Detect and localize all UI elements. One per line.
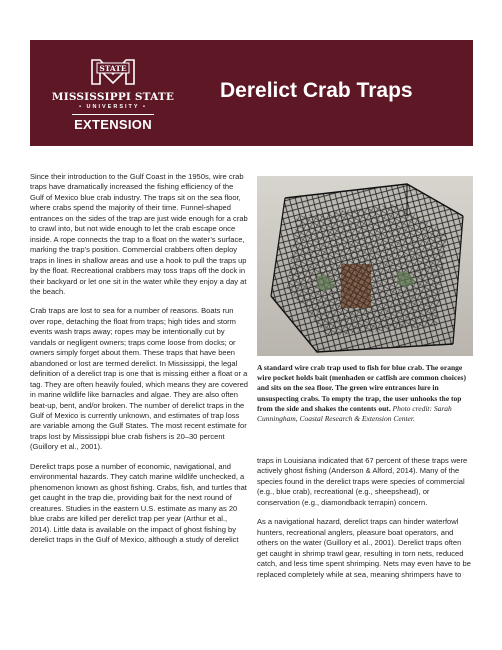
- body-paragraph: traps in Louisiana indicated that 67 percent of these traps were actively ghost fishing (Anderson & Alford, 2014). Many of the species found in the derelict traps were species of commercial (e.g., blue crab), recreational (e.g., sheepshead), or conservation (e.g., diamondback terrapin) concern.: [257, 456, 468, 507]
- left-column: [30, 172, 248, 554]
- caption-credit: Photo credit: Sarah Cunningham, Coastal Research & Extension Center.: [257, 403, 452, 424]
- msu-extension-logo: [44, 54, 182, 134]
- caption-text: A standard wire crab trap used to fish for blue crab. The orange wire pocket holds bait (menhaden or catfish are common choices) and sits on the sea floor. The green wire entrances lure in unsuspecting crabs. To empty the trap, the user unhooks the top from the side and shakes the contents out.: [257, 363, 466, 413]
- page-title: Derelict Crab Traps: [220, 79, 413, 102]
- body-paragraph: Crab traps are lost to sea for a number of reasons. Boats run over rope, detaching the float from traps; high tides and storm events wash traps away; ropes may be intentionally cut by vandals or negligent owners; traps come loose from docks; or owners simply forget about them. These traps that have been abandoned or lost are termed derelict. In Mississippi, the legal definition of a derelict trap is one that is missing either a float or a tag. They are often heavily fouled, which means they are covered in marine wildlife like barnacles and algae. They are also often beat-up, bent, and/or broken. The number of derelict traps in the Gulf of Mexico is currently unknown, and estimates of trap loss are variable among the Gulf States. The most recent estimate for traps lost by Mississippi blue crab fishers is 20–30 percent (Guillory et al., 2001).: [30, 306, 249, 452]
- university-word-text: UNIVERSITY: [86, 104, 140, 110]
- msu-m-emblem-icon: [88, 54, 138, 86]
- body-paragraph: Since their introduction to the Gulf Coast in the 1950s, wire crab traps have dramatically increased the fishing efficiency of the Gulf of Mexico blue crab industry. The traps sit on the sea floor, where crabs spend the majority of their time. Funnel-shaped entrances on the sides of the trap are just wide enough for a crab to crawl into, but not wide enough to let the crab escape once inside. A rope connects the trap to a float on the water’s surface, marking the trap’s position. Commercial crabbers often deploy traps in lines in shallow areas and use a hook to pull the traps up by the float. Recreational crabbers may toss traps off the dock in their backyard or let one sit in the water while they enjoy a day at the beach.: [30, 172, 248, 296]
- bait-pocket-mesh: [341, 264, 371, 308]
- photo-caption: [257, 363, 473, 424]
- extension-wordmark: EXTENSION: [74, 117, 152, 132]
- emblem-text: STATE: [99, 64, 127, 73]
- body-paragraph: Derelict traps pose a number of economic, navigational, and environmental hazards. They catch marine wildlife unchecked, a phenomenon known as ghost fishing. Crabs, fish, and turtles that get caught in the trap die, providing bait for the next round of creatures. Studies in the eastern U.S. estimate as many as 20 blue crabs are killed per derelict trap per year (Arthur et al., 2014). Little data is available on the impact of ghost fishing by derelict traps in the Gulf of Mexico, although a study of derelict: [30, 461, 247, 544]
- crab-trap-photo: [257, 176, 473, 356]
- body-paragraph: As a navigational hazard, derelict traps can hinder waterfowl hunters, recreational anglers, pleasure boat operators, and others on the water (Guillory et al., 2001). Derelict traps often get caught in shrimp trawl gear, resulting in torn nets, reduced catch, and less time spent shrimping. Nets may even have to be replaced completely while at sea, meaning shrimpers have to: [257, 517, 471, 579]
- university-name: MISSISSIPPI STATE: [51, 91, 175, 103]
- university-word: • UNIVERSITY •: [79, 104, 147, 110]
- header-banner: [30, 40, 473, 146]
- right-column: [257, 456, 473, 589]
- logo-divider: [72, 114, 154, 115]
